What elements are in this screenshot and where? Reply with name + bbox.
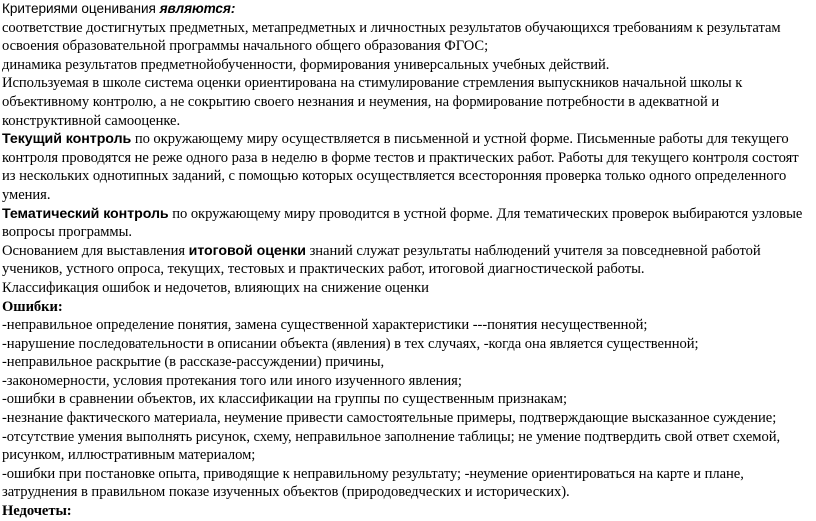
final-grade-term: итоговой оценки [188,242,306,259]
final-grade-after: знаний служат результаты наблюдений учителя за повседневной работой учеников, устного опроса, текущих, тестовых и практических работ, итоговой диагностической работы. [2,242,761,278]
error-item-8: -ошибки при постановке опыта, приводящие к неправильному результату; -неумение ориентироваться на карте и плане, затруднения в правильном показе изученных объектов (природоведческих и исторических). [2,465,744,501]
thematic-control-term: Тематический контроль [2,205,169,222]
intro-lead: Критериями оценивания [2,1,160,16]
thematic-control-text: по окружающему миру проводится в устной форме. Для тематических проверок выбираются узловые вопросы программы. [2,205,803,241]
error-item-4: -закономерности, условия протекания того или иного изученного явления; [2,372,462,389]
current-control-paragraph [2,130,814,204]
criterion-1: соответствие достигнутых предметных, метапредметных и личностных результатов обучающихся требованиям к результатам освоения образовательной программы начального общего образования ФГОС; [2,19,781,55]
final-grade-before: Основанием для выставления [2,242,189,259]
criterion-2: динамика результатов предметнойобученности, формирования универсальных учебных действий. [2,56,610,73]
intro-emphasis: являются: [159,1,236,16]
error-item-2: -нарушение последовательности в описании объекта (явления) в тех случаях, -когда она является существенной; [2,335,699,352]
assessment-system-paragraph: Используемая в школе система оценки ориентирована на стимулирование стремления выпускников начальной школы к объективному контролю, а не сокрытию своего незнания и неумения, на формирование потребности в адекватной и конструктивной самооценке. [2,75,743,129]
document-body [2,0,814,521]
error-item-3: -неправильное раскрытие (в рассказе-рассуждении) причины, [2,354,385,371]
classification-title: Классификация ошибок и недочетов, влияющих на снижение оценки [2,279,429,296]
error-item-1: -неправильное определение понятия, замена существенной характеристики ---понятия несущественной; [2,317,648,334]
thematic-control-paragraph [2,205,814,242]
errors-heading: Ошибки: [2,298,63,315]
intro-line [2,0,814,19]
current-control-text: по окружающему миру осуществляется в письменной и устной форме. Письменные работы для текущего контроля проводятся не реже одного раза в неделю в форме тестов и практических работ. Работы для текущего контроля состоят из нескольких однотипных заданий, с помощью которых осуществляется всесторонняя проверка только одного определенного умения. [2,131,799,203]
shortcomings-heading: Недочеты: [2,503,72,520]
error-item-7: -отсутствие умения выполнять рисунок, схему, неправильное заполнение таблицы; не умение подтвердить свой ответ схемой, рисунком, иллюстративным материалом; [2,428,781,464]
final-grade-paragraph [2,242,814,279]
current-control-term: Текущий контроль [2,131,132,148]
error-item-6: -незнание фактического материала, неумение привести самостоятельные примеры, подтверждающие высказанное суждение; [2,410,777,427]
error-item-5: -ошибки в сравнении объектов, их классификации на группы по существенным признакам; [2,391,567,408]
